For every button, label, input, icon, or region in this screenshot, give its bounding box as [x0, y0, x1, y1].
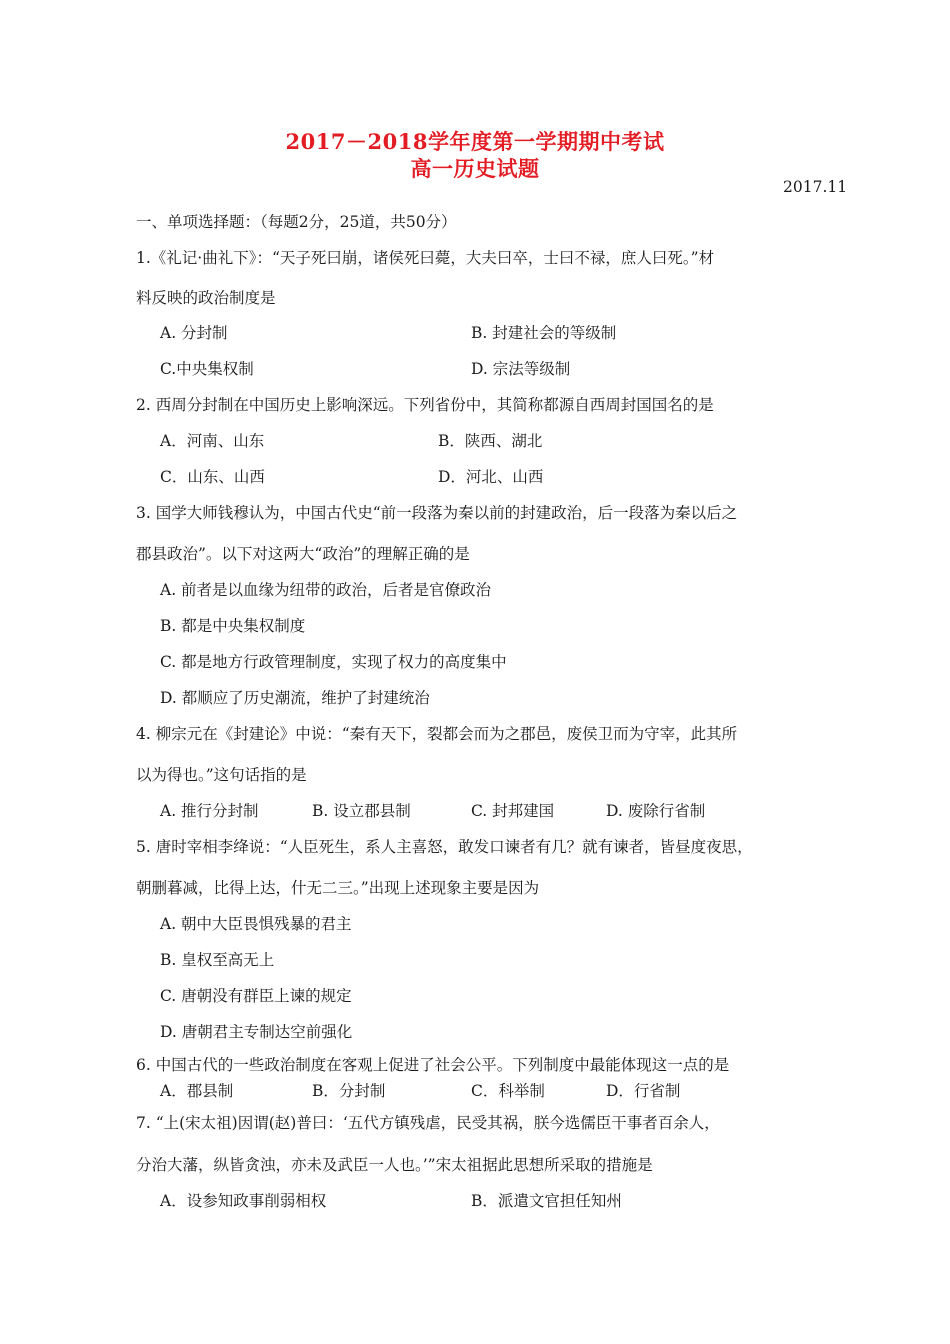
- exam-title: 2017－2018学年度第一学期期中考试: [285, 129, 665, 154]
- question-4-option-d: D. 废除行省制: [606, 802, 706, 820]
- question-5-option-b: B. 皇权至高无上: [160, 951, 275, 969]
- question-4-option-c: C. 封邦建国: [471, 802, 555, 820]
- question-5-stem-line-1: 5. 唐时宰相李绛说：“人臣死生，系人主喜怒，敢发口谏者有几？就有谏者，皆昼度夜思，: [136, 838, 753, 856]
- question-3-stem-line-2: 郡县政治”。以下对这两大“政治”的理解正确的是: [136, 545, 470, 563]
- question-1-option-d: D. 宗法等级制: [471, 360, 571, 378]
- question-7-option-a: A．设参知政事削弱相权: [160, 1192, 327, 1210]
- question-2-option-d: D．河北、山西: [438, 468, 544, 486]
- question-6-option-d: D．行省制: [606, 1082, 681, 1100]
- question-4-stem-line-1: 4. 柳宗元在《封建论》中说：“秦有天下，裂都会而为之郡邑，废侯卫而为守宰，此其所: [136, 725, 738, 743]
- question-2-option-b: B．陕西、湖北: [438, 432, 543, 450]
- question-6-stem: 6. 中国古代的一些政治制度在客观上促进了社会公平。下列制度中最能体现这一点的是: [136, 1056, 730, 1074]
- question-1-option-b: B. 封建社会的等级制: [471, 324, 617, 342]
- question-3-option-a: A. 前者是以血缘为纽带的政治，后者是官僚政治: [160, 581, 492, 599]
- section-heading: 一、单项选择题：（每题2分，25道，共50分）: [136, 213, 457, 231]
- question-1-option-c: C.中央集权制: [160, 360, 254, 378]
- question-6-option-c: C．科举制: [471, 1082, 545, 1100]
- question-3-option-b: B. 都是中央集权制度: [160, 617, 306, 635]
- question-1-option-a: A. 分封制: [160, 324, 228, 342]
- question-3-option-c: C. 都是地方行政管理制度，实现了权力的高度集中: [160, 653, 507, 671]
- question-6-option-a: A．郡县制: [160, 1082, 234, 1100]
- question-4-option-a: A. 推行分封制: [160, 802, 259, 820]
- exam-date: 2017.11: [783, 178, 848, 196]
- question-5-option-a: A. 朝中大臣畏惧残暴的君主: [160, 915, 352, 933]
- question-1-stem-line-1: 1.《礼记·曲礼下》：“天子死曰崩，诸侯死曰薨，大夫曰卒，士曰不禄，庶人曰死。”材: [136, 249, 715, 267]
- question-7-stem-line-2: 分治大藩，纵皆贪浊，亦未及武臣一人也。’”宋太祖据此思想所采取的措施是: [136, 1156, 653, 1174]
- exam-subtitle: 高一历史试题: [410, 156, 540, 181]
- question-4-option-b: B. 设立郡县制: [312, 802, 411, 820]
- question-1-stem-line-2: 料反映的政治制度是: [136, 289, 276, 307]
- question-7-option-b: B．派遣文官担任知州: [471, 1192, 622, 1210]
- question-3-option-d: D. 都顺应了历史潮流，维护了封建统治: [160, 689, 430, 707]
- question-2-stem: 2. 西周分封制在中国历史上影响深远。下列省份中，其简称都源自西周封国国名的是: [136, 396, 714, 414]
- question-5-option-c: C. 唐朝没有群臣上谏的规定: [160, 987, 352, 1005]
- question-5-stem-line-2: 朝删暮减，比得上达，什无二三。”出现上述现象主要是因为: [136, 879, 540, 897]
- question-4-stem-line-2: 以为得也。”这句话指的是: [136, 766, 307, 784]
- question-3-stem-line-1: 3. 国学大师钱穆认为，中国古代史“前一段落为秦以前的封建政治，后一段落为秦以后之: [136, 504, 738, 522]
- question-5-option-d: D. 唐朝君主专制达空前强化: [160, 1023, 353, 1041]
- question-2-option-a: A．河南、山东: [160, 432, 265, 450]
- question-6-option-b: B．分封制: [312, 1082, 386, 1100]
- question-7-stem-line-1: 7. “上(宋太祖)因谓(赵)普曰：‘五代方镇残虐，民受其祸，朕今选儒臣干事者百余人，: [136, 1114, 720, 1132]
- question-2-option-c: C．山东、山西: [160, 468, 265, 486]
